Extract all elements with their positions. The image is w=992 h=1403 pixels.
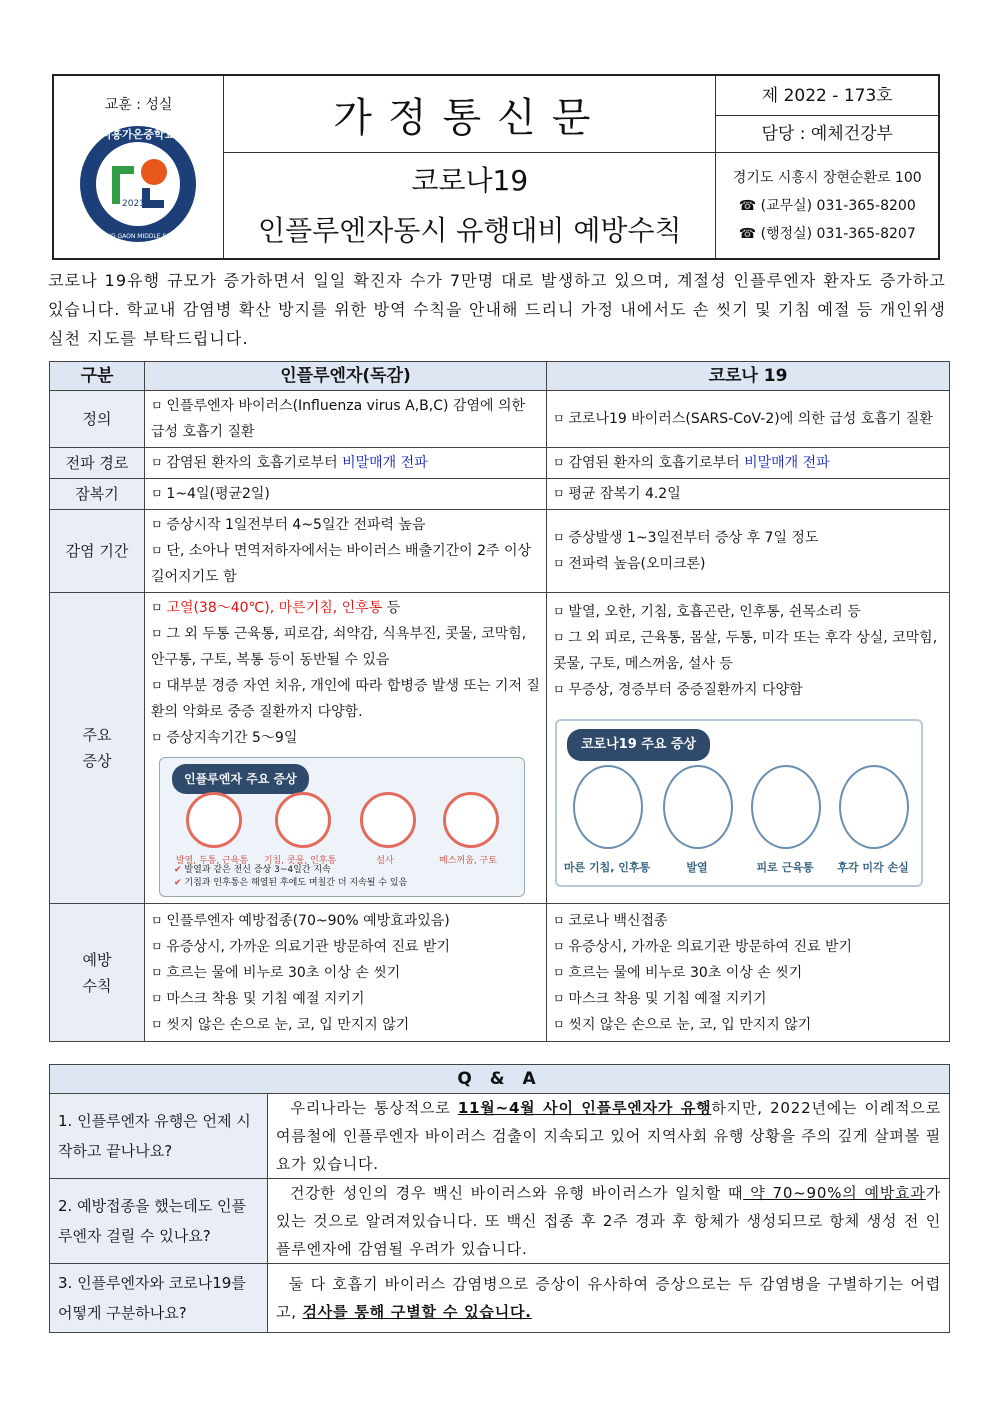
title-cell xyxy=(224,75,716,153)
covid-prevention-4: ㅁ 마스크 착용 및 기침 예절 지키기 xyxy=(553,986,943,1012)
intro-paragraph: 코로나 19유행 규모가 증가하면서 일일 확진자 수가 7만명 대로 발생하고 있으며, 계절성 인플루엔자 환자도 증가하고 있습니다. 학교내 감염병 확산 방지를 위한 방역 수칙을 안내해 드리니 가정 내에서도 손 씻기 및 기침 예절 등 개인위생 실천 지도를 부탁드립니다. xyxy=(48,271,946,348)
flu-caption-4: 메스꺼움, 구토 xyxy=(439,856,497,866)
covid-prevention-3: ㅁ 흐르는 물에 비누로 30초 이상 손 씻기 xyxy=(553,960,943,986)
covid-prevention-5: ㅁ 씻지 않은 손으로 눈, 코, 입 만지지 않기 xyxy=(553,1012,943,1038)
flu-transmission-emphasis: 비말매개 전파 xyxy=(342,455,428,471)
dry-cough-icon xyxy=(573,765,643,849)
question-2: 2. 예방접종을 했는데도 인플루엔자 걸릴 수 있나요? xyxy=(50,1179,268,1264)
flu-caption-2: 기침, 콧물, 인후통 xyxy=(263,856,337,866)
header-category: 구분 xyxy=(50,362,145,391)
motto: 교훈 : 성실 xyxy=(104,97,173,113)
flu-note-2: 기침과 인후통은 해열된 후에도 며칠간 더 지속될 수 있음 xyxy=(184,878,408,888)
flu-infectious-1: ㅁ 증상시작 1일전부터 4~5일간 전파력 높음 xyxy=(151,512,540,538)
flu-note-1: 발열과 같은 전신 증상 3~4일간 지속 xyxy=(184,865,331,875)
flu-prevention-1: ㅁ 인플루엔자 예방접종(70~90% 예방효과있음) xyxy=(151,908,540,934)
subtitle-line2: 인플루엔자동시 유행대비 예방수칙 xyxy=(258,213,682,247)
covid-symptom-1: ㅁ 발열, 오한, 기침, 호흡곤란, 인후통, 쉰목소리 등 xyxy=(553,599,943,625)
flu-prevention-2: ㅁ 유증상시, 가까운 의료기관 방문하여 진료 받기 xyxy=(151,934,540,960)
flu-illus-title: 인플루엔자 주요 증상 xyxy=(172,764,309,794)
covid-prevention-1: ㅁ 코로나 백신접종 xyxy=(553,908,943,934)
issue-cell xyxy=(716,75,939,153)
fever-icon xyxy=(663,765,733,849)
row-label-incubation: 잠복기 xyxy=(50,479,145,510)
answer-3-text: 둘 다 호흡기 바이러스 감염병으로 증상이 유사하여 증상으로는 두 감염병을 구별하기는 어렵고, xyxy=(276,1275,941,1321)
covid-caption-2: 발열 xyxy=(686,861,708,874)
covid-caption-1: 마른 기침, 인후통 xyxy=(563,861,651,874)
flu-symptom-illustration xyxy=(159,757,525,897)
fatigue-icon xyxy=(751,765,821,849)
flu-infectious-2: ㅁ 단, 소아나 면역저하자에서는 바이러스 배출기간이 2주 이상 길어지기도 함 xyxy=(151,538,540,590)
nausea-face-icon xyxy=(443,792,499,848)
covid-illus-title: 코로나19 주요 증상 xyxy=(567,729,710,761)
answer-1-text: 우리나라는 통상적으로 xyxy=(290,1099,458,1117)
covid-symptom-illustration xyxy=(555,719,923,887)
check-icon: ✔ xyxy=(174,865,182,875)
header-table xyxy=(52,74,940,260)
flu-caption-3: 설사 xyxy=(376,856,394,866)
comparison-table xyxy=(49,361,950,1042)
flu-main-symptoms-suffix: 등 xyxy=(382,600,401,616)
fever-face-icon xyxy=(186,792,242,848)
covid-symptom-2: ㅁ 그 외 피로, 근육통, 몸살, 두통, 미각 또는 후각 상실, 코막힘, 콧물, 구토, 메스꺼움, 설사 등 xyxy=(553,625,943,677)
row-label-transmission: 전파 경로 xyxy=(50,448,145,479)
flu-symptom-1: ㅁ 그 외 두통 근육통, 피로감, 쇠약감, 식욕부진, 콧물, 코막힘, 안구통, 구토, 복통 등이 동반될 수 있음 xyxy=(151,621,540,673)
question-3: 3. 인플루엔자와 코로나19를 어떻게 구분하나요? xyxy=(50,1264,268,1333)
flu-definition: ㅁ 인플루엔자 바이러스(Influenza virus A,B,C) 감염에 의한 급성 호흡기 질환 xyxy=(151,398,525,440)
address: 경기도 시흥시 장현순환로 100 xyxy=(732,169,922,186)
header-flu: 인플루엔자(독감) xyxy=(145,362,547,391)
cough-face-icon xyxy=(275,792,331,848)
phone-office: ☎ (교무실) 031-365-8200 xyxy=(738,197,916,214)
answer-2-text: 건강한 성인의 경우 백신 바이러스와 유행 바이러스가 일치할 때 xyxy=(289,1184,744,1202)
covid-transmission: ㅁ 감염된 환자의 호흡기로부터 xyxy=(553,455,744,471)
answer-1 xyxy=(268,1094,950,1179)
page-title: 가정통신문 xyxy=(333,94,607,141)
diarrhea-face-icon xyxy=(360,792,416,848)
covid-transmission-emphasis: 비말매개 전파 xyxy=(744,455,830,471)
flu-transmission: ㅁ 감염된 환자의 호흡기로부터 xyxy=(151,455,342,471)
qa-title: Q & A xyxy=(50,1065,950,1094)
covid-infectious-1: ㅁ 증상발생 1~3일전부터 증상 후 7일 정도 xyxy=(553,525,943,551)
flu-prevention-5: ㅁ 씻지 않은 손으로 눈, 코, 입 만지지 않기 xyxy=(151,1012,540,1038)
school-logo-icon xyxy=(54,114,222,254)
row-label-definition: 정의 xyxy=(50,391,145,448)
flu-symptom-3: ㅁ 증상지속기간 5～9일 xyxy=(151,725,540,751)
subtitle-line1: 코로나19 xyxy=(411,163,529,197)
covid-incubation: ㅁ 평균 잠복기 4.2일 xyxy=(553,486,681,502)
flu-illus-notes xyxy=(174,864,407,890)
flu-symptom-2: ㅁ 대부분 경증 자연 치유, 개인에 따라 합병증 발생 또는 기저 질환의 악화로 중증 질환까지 다양함. xyxy=(151,673,540,725)
flu-prevention-3: ㅁ 흐르는 물에 비누로 30초 이상 손 씻기 xyxy=(151,960,540,986)
row-label-symptoms xyxy=(50,593,145,904)
answer-3 xyxy=(268,1264,950,1333)
symptoms-label-1: 주요 xyxy=(82,726,112,744)
covid-definition: ㅁ 코로나19 바이러스(SARS-CoV-2)에 의한 급성 호흡기 질환 xyxy=(553,411,933,427)
check-icon: ✔ xyxy=(174,878,182,888)
prevention-label-1: 예방 xyxy=(82,950,112,969)
subtitle-cell xyxy=(224,153,716,259)
issue-number: 제 2022 - 173호 xyxy=(716,77,938,116)
phone-admin: ☎ (행정실) 031-365-8207 xyxy=(738,225,916,242)
row-label-infectious: 감염 기간 xyxy=(50,510,145,593)
header-covid: 코로나 19 xyxy=(547,362,950,391)
flu-prevention-4: ㅁ 마스크 착용 및 기침 예절 지키기 xyxy=(151,986,540,1012)
logo-ring-text-en: SIHEUNG GAON MIDDLE SCHOOL xyxy=(88,233,188,240)
answer-3-emphasis: 검사를 통해 구별할 수 있습니다. xyxy=(302,1303,532,1321)
flu-incubation: ㅁ 1~4일(평균2일) xyxy=(151,486,270,502)
answer-2-text-2: 가 있는 것으로 알려져있습니다. 또 백신 접종 후 2주 경과 후 항체가 생성되므로 항체 생성 전 인플루엔자에 감염될 우려가 있습니다. xyxy=(276,1184,942,1258)
answer-1-text-2: 하지만, 2022년에는 이례적으로 여름철에 인플루엔자 바이러스 검출이 지속되고 있어 지역사회 유행 상황을 주의 깊게 살펴볼 필요가 있습니다. xyxy=(276,1099,941,1173)
covid-prevention-2: ㅁ 유증상시, 가까운 의료기관 방문하여 진료 받기 xyxy=(553,934,943,960)
logo-ring-text: 시흥가온중학교 xyxy=(100,128,176,141)
logo-year: 2021 xyxy=(122,199,145,209)
department: 담당 : 예체건강부 xyxy=(761,123,893,144)
covid-infectious-2: ㅁ 전파력 높음(오미크론) xyxy=(553,551,943,577)
covid-caption-4: 후각 미각 손실 xyxy=(837,861,909,874)
answer-2-emphasis: 약 70~90%의 예방효과 xyxy=(743,1184,926,1202)
flu-main-symptoms: 고열(38～40℃), 마른기침, 인후통 xyxy=(166,600,383,616)
smell-loss-icon xyxy=(839,765,909,849)
covid-symptom-3: ㅁ 무증상, 경증부터 중증질환까지 다양함 xyxy=(553,677,943,703)
covid-caption-3: 피로 근육통 xyxy=(756,861,814,874)
logo-cell xyxy=(53,75,224,259)
prevention-label-2: 수칙 xyxy=(82,976,112,995)
address-cell xyxy=(716,153,939,259)
question-1: 1. 인플루엔자 유행은 언제 시작하고 끝나나요? xyxy=(50,1094,268,1179)
row-label-prevention xyxy=(50,904,145,1042)
symptoms-label-2: 증상 xyxy=(82,752,112,770)
qa-table xyxy=(49,1064,950,1333)
flu-caption-1: 발열, 두통, 근육통 xyxy=(175,856,249,866)
answer-1-emphasis: 11월~4월 사이 인플루엔자가 유행 xyxy=(457,1099,712,1117)
answer-2 xyxy=(268,1179,950,1264)
